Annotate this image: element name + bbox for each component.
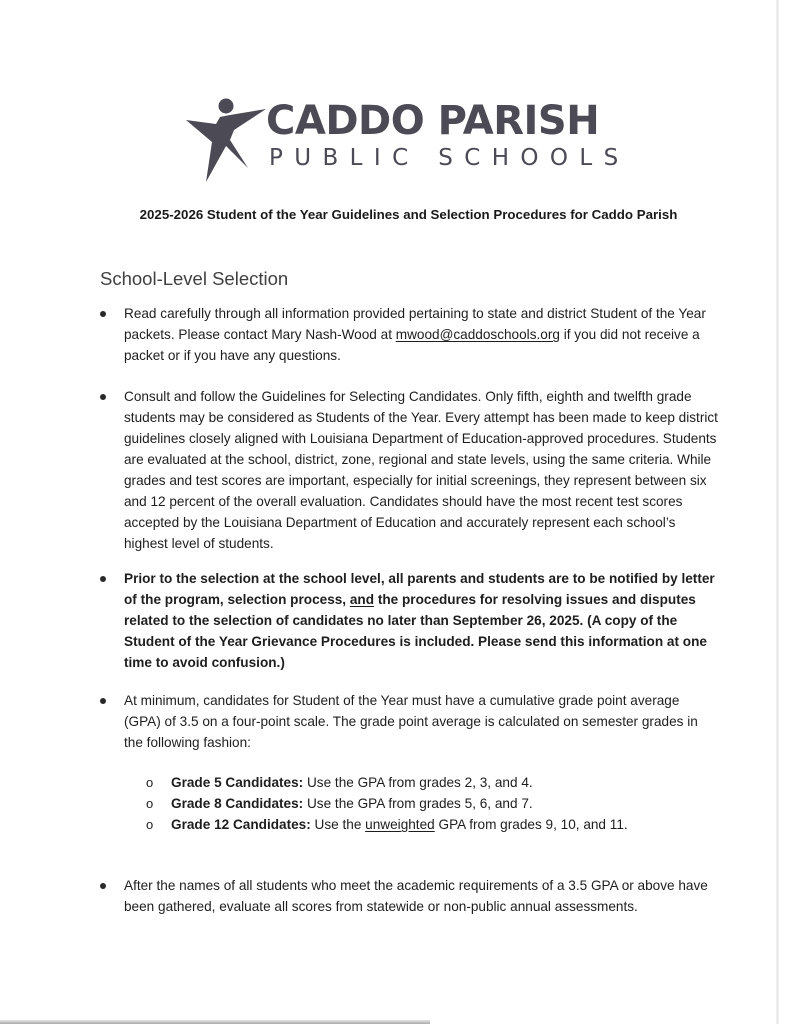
sub-item-grade-8: [144, 793, 704, 814]
bullet-dot-icon: [100, 883, 106, 889]
bullet-item-packets: [99, 303, 719, 366]
section-heading: School-Level Selection: [100, 268, 289, 289]
bullet-dot-icon: [100, 698, 106, 704]
sub-item-text: [171, 793, 533, 814]
sub-item-label: Grade 5 Candidates:: [171, 775, 304, 790]
document-title: 2025-2026 Student of the Year Guidelines and Selection Procedures for Caddo Parish: [139, 207, 678, 222]
caddo-parish-logo: [186, 96, 630, 184]
bullet-text: After the names of all students who meet the academic requirements of a 3.5 GPA or above have been gathered, evaluate all scores from statewide or non-public annual assessments.: [124, 878, 708, 914]
sub-item-label: Grade 8 Candidates:: [171, 796, 304, 811]
bullet-item-gpa: [99, 690, 719, 753]
sub-item-desc: GPA from grades 9, 10, and 11.: [434, 817, 628, 832]
bullet-text-part: if you did not receive a packet or if you have any questions.: [124, 327, 700, 363]
hollow-bullet-icon: o: [146, 817, 154, 832]
sub-item-text: [171, 814, 628, 835]
bullet-item-assessments: [99, 875, 719, 917]
bullet-dot-icon: [100, 394, 106, 400]
underlined-word: unweighted: [365, 817, 435, 832]
bullet-text: Consult and follow the Guidelines for Selecting Candidates. Only fifth, eighth and twelfth grade students may be considered as Students of the Year. Every attempt has been made to keep district guidelines closely aligned with Louisiana Department of Education-approved procedures. Students are evaluated at the school, district, zone, regional and state levels, using the same criteria. While grades and test scores are important, especially for initial screenings, they represent between six and 12 percent of the overall evaluation. Candidates should have the most recent test scores accepted by the Louisiana Department of Education and accurately represent each school’s highest level of students.: [124, 389, 718, 551]
bullet-text: [124, 303, 719, 366]
gpa-sub-list: [144, 772, 704, 835]
bullet-text-part: the procedures for resolving issues and disputes related to the selection of candidates no later than September 26, 2025. (A copy of the Student of the Year Grievance Procedures is included. Please send this information at one time to avoid confusion.): [124, 592, 707, 670]
sub-item-label: Grade 12 Candidates:: [171, 817, 311, 832]
sub-item-desc: Use the GPA from grades 2, 3, and 4.: [303, 775, 533, 790]
bullet-item-guidelines: [99, 386, 719, 554]
star-person-logo-icon: [186, 96, 272, 182]
bullet-dot-icon: [100, 576, 106, 582]
bullet-text-part: Read carefully through all information provided pertaining to state and district Student of the Year packets. Please contact Mary Nash-Wood at: [124, 306, 706, 342]
sub-item-desc: Use the: [310, 817, 366, 832]
page-bottom-shadow: [0, 1020, 430, 1024]
sub-item-grade-12: [144, 814, 704, 835]
bullet-text-part: Prior to the selection at the school level, all parents and students are to be notified by letter of the program, selection process,: [124, 571, 715, 607]
logo-title: CADDO PARISH: [266, 98, 600, 144]
hollow-bullet-icon: o: [146, 775, 154, 790]
email-link[interactable]: mwood@caddoschools.org: [395, 327, 560, 342]
sub-item-grade-5: [144, 772, 704, 793]
bullet-item-notification: [99, 568, 719, 673]
logo-subtitle: PUBLIC SCHOOLS: [269, 145, 630, 171]
bullet-text: At minimum, candidates for Student of the Year must have a cumulative grade point average (GPA) of 3.5 on a four-point scale. The grade point average is calculated on semester grades in the following fashion:: [124, 693, 698, 750]
hollow-bullet-icon: o: [146, 796, 154, 811]
page-edge-shadow: [776, 0, 779, 1024]
sub-item-text: [171, 772, 533, 793]
bullet-text: [124, 568, 719, 673]
sub-item-desc: Use the GPA from grades 5, 6, and 7.: [303, 796, 533, 811]
bullet-dot-icon: [100, 311, 106, 317]
underlined-word: and: [349, 592, 375, 607]
